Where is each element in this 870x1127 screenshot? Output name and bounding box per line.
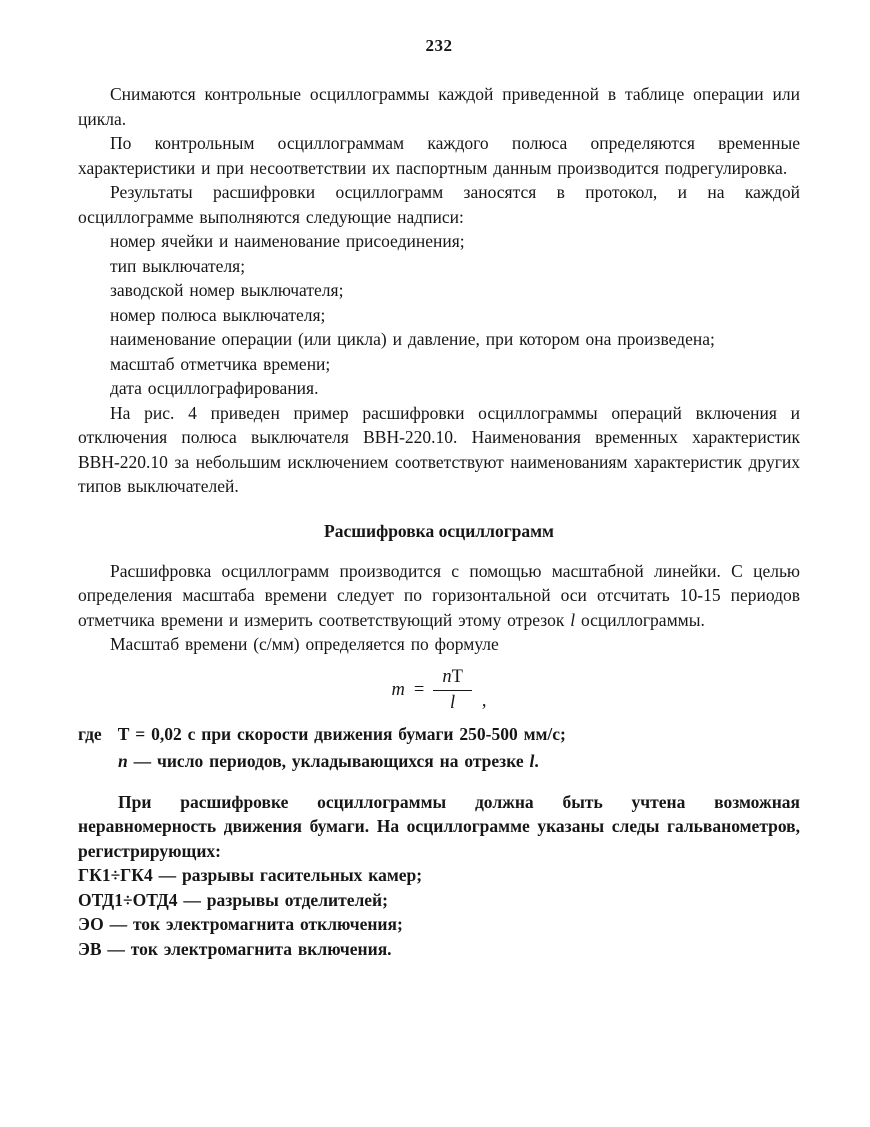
- legend-period: .: [534, 751, 539, 771]
- formula-lhs: m: [391, 679, 405, 700]
- formula-legend: [78, 722, 800, 774]
- legend-line-n: [118, 749, 800, 774]
- list-item: масштаб отметчика времени;: [110, 353, 331, 374]
- variable-n: n: [118, 751, 128, 771]
- galvanometer-section: [78, 790, 800, 962]
- variable-l: l: [570, 609, 576, 630]
- list-item: заводской номер выключателя;: [110, 280, 344, 300]
- variable-l: l: [529, 751, 535, 771]
- list-item: ОТД1÷ОТД4 — разрывы отделителей;: [78, 889, 388, 910]
- list-item: ЭВ — ток электромагнита включения.: [78, 938, 392, 959]
- paragraph-6: Масштаб времени (с/мм) определяется по формуле: [110, 634, 499, 654]
- symbol-T: Т: [451, 666, 463, 687]
- fraction-numerator: [433, 667, 472, 691]
- legend-line-T: [78, 722, 800, 747]
- paragraph-4: На рис. 4 приведен пример расшифровки осциллограммы операций включения и отключения полюса выключателя ВВН-220.10. Наименования временных характеристик ВВН-220.10 за небольшим исключением соответствуют наименованиям характеристик других типов выключателей.: [78, 402, 800, 496]
- paragraph-2: По контрольным осциллограммам каждого полюса определяются временные характеристики и при несоответствии их паспортным данным производится подрегулировка.: [78, 133, 800, 178]
- paragraph-5: [78, 559, 800, 633]
- where-keyword: где: [78, 723, 102, 744]
- paragraph-5-tail: осциллограммы.: [575, 609, 705, 630]
- equals-sign: =: [413, 679, 425, 700]
- list-item: ЭО — ток электромагнита отключения;: [78, 914, 403, 934]
- legend-definition-T: Т = 0,02 с при скорости движения бумаги 250-500 мм/с;: [117, 723, 566, 744]
- page-number: 232: [425, 36, 453, 55]
- list-item: тип выключателя;: [110, 255, 246, 276]
- oscillogram-labels-list: [78, 229, 800, 401]
- variable-n: n: [442, 666, 452, 687]
- variable-l: l: [450, 692, 456, 713]
- paragraph-5-text: Расшифровка осциллограмм производится с помощью масштабной линейки. С целью определения масштаба времени следует по горизонтальной оси отсчитать 10-15 периодов отметчика времени и измерить соответствующий этому отрезок: [78, 560, 800, 630]
- formula: [78, 667, 800, 714]
- paragraph-3: Результаты расшифровки осциллограмм заносятся в протокол, и на каждой осциллограмме выполняются следующие надписи:: [78, 182, 800, 227]
- list-item: ГК1÷ГК4 — разрывы гасительных камер;: [78, 865, 423, 885]
- legend-definition-n: — число периодов, укладывающихся на отрезке: [127, 751, 530, 771]
- list-item: номер ячейки и наименование присоединения;: [110, 231, 465, 251]
- paragraph-7: При расшифровке осциллограммы должна быть учтена возможная неравномерность движения бумаги. На осциллограмме указаны следы гальванометров, регистрирующих:: [78, 791, 800, 861]
- paragraph-1: Снимаются контрольные осциллограммы каждой приведенной в таблице операции или цикла.: [78, 84, 800, 129]
- fraction: [433, 667, 472, 714]
- formula-comma: ,: [481, 690, 487, 711]
- section-heading: Расшифровка осциллограмм: [324, 520, 554, 541]
- list-item: номер полюса выключателя;: [110, 304, 326, 325]
- list-item: наименование операции (или цикла) и давление, при котором она произведена;: [110, 329, 715, 349]
- list-item: дата осциллографирования.: [110, 378, 319, 398]
- fraction-denominator: [450, 691, 455, 714]
